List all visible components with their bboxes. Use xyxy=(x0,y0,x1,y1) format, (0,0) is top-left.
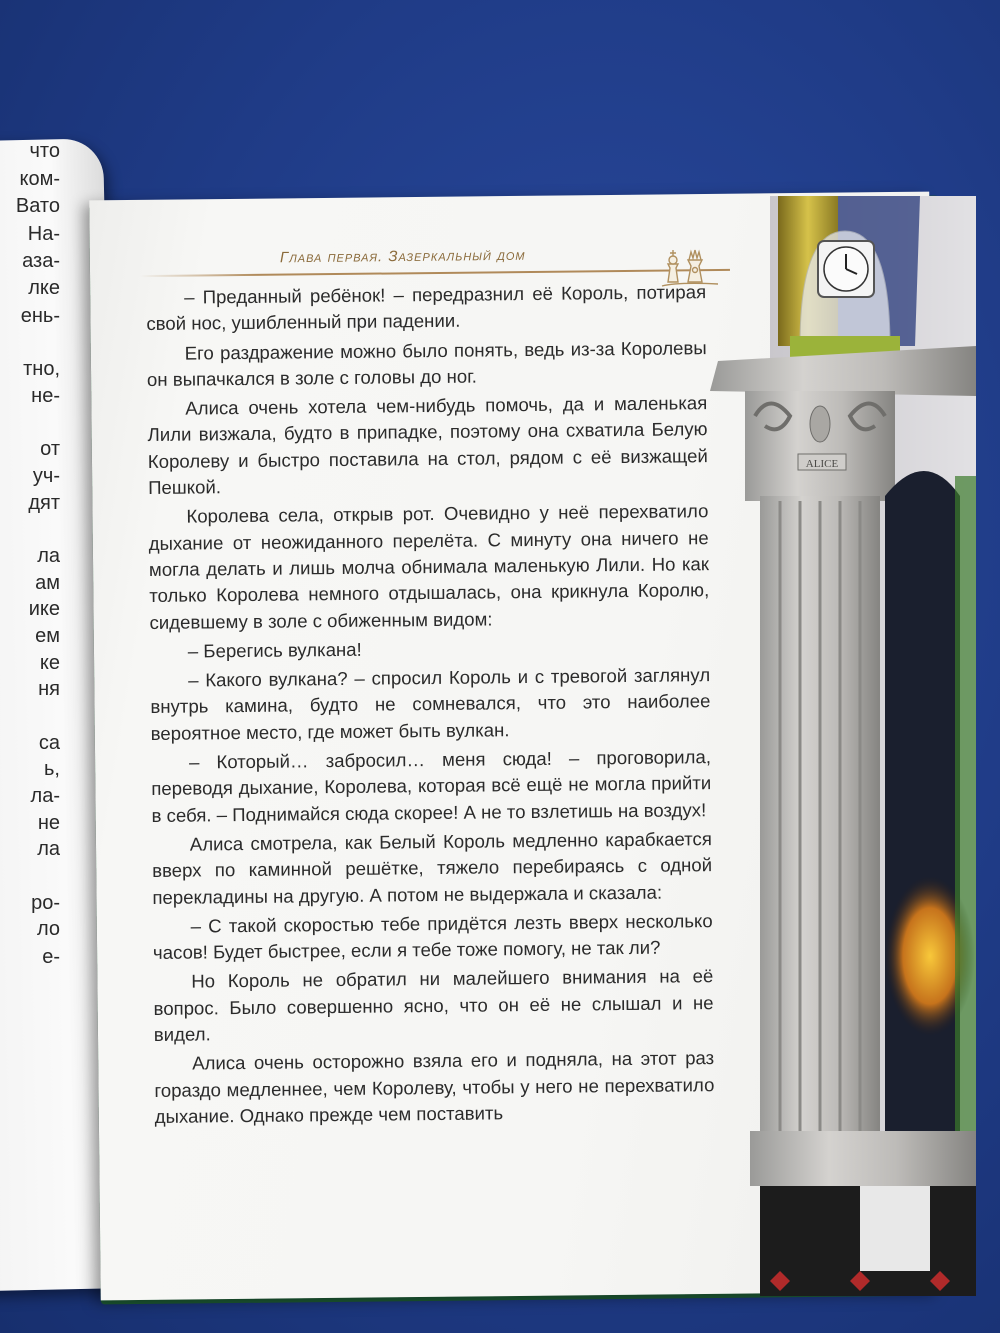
left-page-fragment: Вато xyxy=(15,195,60,217)
running-head: Глава первая. Зазеркальный дом xyxy=(279,246,526,267)
paragraph: Алиса смотрела, как Белый Король медленно карабкается вверх по каминной решётке, тяжело перебираясь с одной перекладины на другую. А потом не выдержала и сказала: xyxy=(152,828,713,908)
checkered-floor xyxy=(760,1186,976,1296)
left-page-fragment: е- xyxy=(42,946,60,968)
side-green xyxy=(955,476,976,1156)
left-page-fragment: ро- xyxy=(31,892,60,914)
column-base xyxy=(750,1131,976,1186)
mantel-plaque-text: ALICE xyxy=(805,458,839,470)
left-page-fragment: са xyxy=(38,732,60,754)
left-page-fragment: что xyxy=(29,140,60,162)
left-page-fragment: ла xyxy=(37,838,60,860)
left-page-fragment: тно, xyxy=(23,358,60,380)
left-page-fragment: ла xyxy=(37,545,60,567)
left-page-fragment: ь, xyxy=(44,758,60,780)
paragraph: – Преданный ребёнок! – передразнил её Король, потирая свой нос, ушибленный при падении. xyxy=(146,281,707,335)
paragraph: Но Король не обратил ни малейшего внимания на её вопрос. Было совершенно ясно, что он её не слышал и не видел. xyxy=(153,965,714,1045)
paragraph: – Который… забросил… меня сюда! – проговорила, переводя дыхание, Королева, которая всё ещё не могла прийти в себя. – Поднимайся сюда скорее! А не то взлетишь на воздух! xyxy=(151,746,712,826)
paragraph: – Какого вулкана? – спросил Король и с тревогой заглянул внутрь камина, будто не сомневался, что это наиболее вероятное место, где может быть вулкан. xyxy=(150,664,711,744)
left-page-fragment: ам xyxy=(35,572,60,594)
column-capital xyxy=(745,391,895,501)
paragraph: Алиса очень осторожно взяла его и подняла, на этот раз гораздо медленнее, чем Королеву, чтобы у него не перехватило дыхание. Однако прежде чем поставить xyxy=(154,1047,715,1127)
left-page-fragment: ке xyxy=(39,652,60,674)
left-page-fragment: дят xyxy=(28,492,60,514)
left-page-fragment: аза- xyxy=(22,250,60,272)
left-page-fragment: от xyxy=(40,438,60,460)
paragraph: – Берегись вулкана! xyxy=(187,638,362,662)
left-page-fragment: ло xyxy=(36,918,60,940)
left-page-fragment: ень- xyxy=(20,305,60,327)
paragraph: Его раздражение можно было понять, ведь из-за Королевы он выпачкался в золе с головы до ног. xyxy=(146,336,707,390)
left-page-fragment: ком- xyxy=(19,168,60,190)
left-page-fragment: ем xyxy=(35,625,60,647)
left-page-fragment: ла- xyxy=(30,785,60,807)
left-page-fragment: не- xyxy=(31,385,60,407)
fireplace-illustration xyxy=(700,196,976,1296)
paragraph: Алиса очень хотела чем-нибудь помочь, да и маленькая Лили визжала, будто в припадке, поэтому она схватила Белую Королеву и быстро поставила на стол, рядом с её визжащей Пешкой. xyxy=(147,392,708,499)
paragraph: Королева села, открыв рот. Очевидно у неё перехватило дыхание от неожиданного перелёта. С минуту она ничего не могла делать и лишь молча обнимала маленькую Лили. Но как только Королева немного отдышалась, она крикнула Королю, сидевшему в золе с обиженным видом: xyxy=(148,500,710,633)
left-page-fragment: На- xyxy=(27,223,60,245)
left-page-fragment: ня xyxy=(38,678,60,700)
chapter-text xyxy=(146,279,715,1133)
left-page-fragment: не xyxy=(37,812,60,834)
left-page-fragment: ике xyxy=(28,598,60,620)
fireplace-opening xyxy=(885,471,960,1136)
left-page-fragment: лке xyxy=(28,277,60,299)
left-page-fragment: уч- xyxy=(32,465,60,487)
paragraph: – С такой скоростью тебе придётся лезть вверх несколько часов! Будет быстрее, если я тебе тоже помогу, не так ли? xyxy=(152,909,713,964)
